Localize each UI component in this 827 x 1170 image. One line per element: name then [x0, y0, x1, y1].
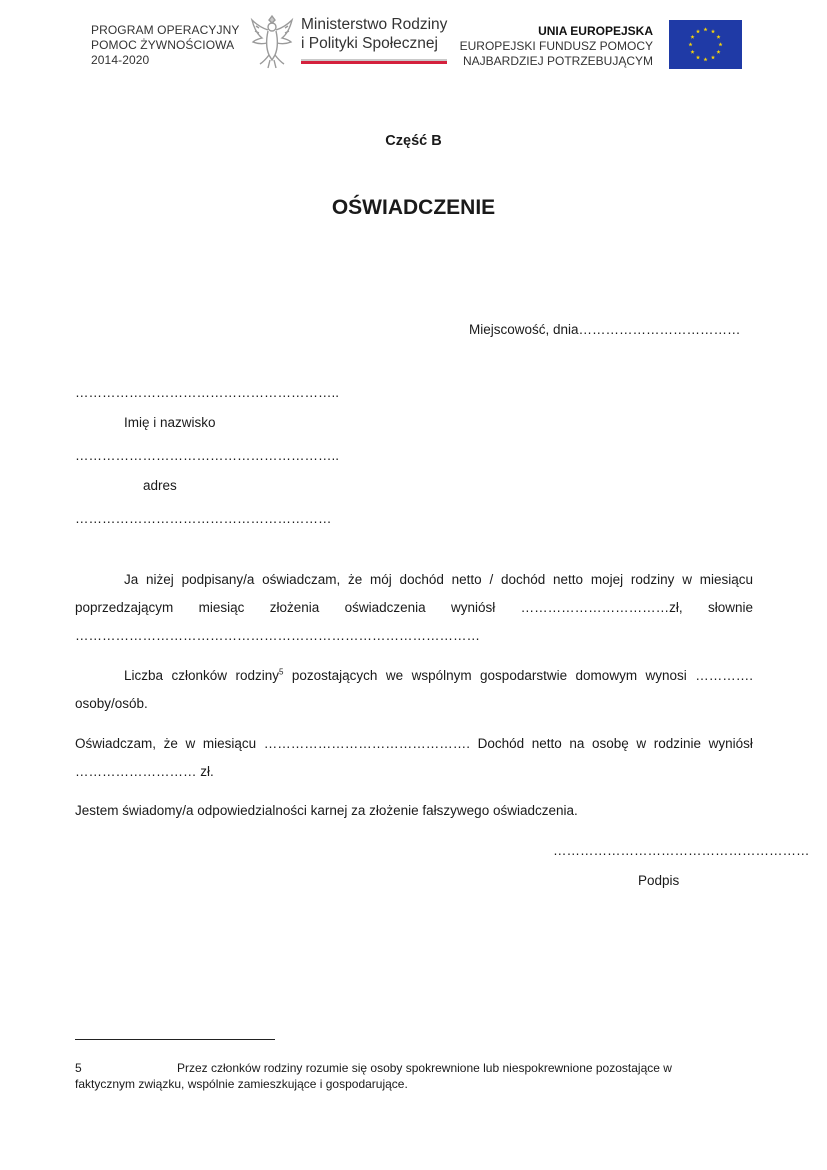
ministry-line-1: Ministerstwo Rodziny [301, 16, 448, 33]
part-label: Część B [385, 133, 442, 149]
signature-label: Podpis [638, 873, 680, 888]
per-person-word: że w miesiącu ………………………………………. Dochód [163, 736, 525, 751]
name-label: Imię i nazwisko [124, 415, 216, 430]
document-title: OŚWIADCZENIE [331, 196, 496, 219]
income-word: poprzedzającym [75, 600, 174, 615]
per-person-income-line-2: ……………………… zł. [75, 764, 214, 779]
footnote-ref: 5 [278, 667, 284, 677]
household-members-line-2: osoby/osób. [75, 696, 148, 711]
household-text-after: pozostających we wspólnym gospodarstwie domowym wynosi …………. [291, 668, 753, 683]
income-word: złożenia [269, 600, 320, 615]
footnote-separator [75, 1039, 275, 1040]
place-date-field: Miejscowość, dnia……………………………… [469, 322, 741, 337]
name-dots: ………………………………………………….. [75, 385, 340, 400]
eu-line-2: EUROPEJSKI FUNDUSZ POMOCY [459, 39, 653, 53]
household-members-line-1 [124, 668, 753, 683]
income-word: słownie [707, 600, 753, 615]
per-person-word: na [569, 736, 585, 751]
program-line-2: POMOC ŻYWNOŚCIOWA [91, 38, 235, 52]
program-line-1: PROGRAM OPERACYJNY [91, 23, 240, 37]
footnote-line-2: faktycznym związku, wspólnie zamieszkujące i gospodarujące. [75, 1077, 408, 1091]
ministry-line-2: i Polityki Społecznej [301, 35, 438, 52]
household-text-before: Liczba członków rodziny [124, 668, 279, 683]
eu-line-3: NAJBARDZIEJ POTRZEBUJĄCYM [462, 54, 653, 68]
per-person-word: netto [531, 736, 562, 751]
per-person-word: Oświadczam, [75, 736, 157, 751]
criminal-liability-statement: Jestem świadomy/a odpowiedzialności karnej za złożenie fałszywego oświadczenia. [75, 803, 578, 818]
income-word: miesiąc [198, 600, 245, 615]
per-person-word: wyniósł [708, 736, 753, 751]
per-person-word: osobę [592, 736, 629, 751]
income-in-words-field: ……………………………………………………………………………… [75, 628, 480, 643]
income-word: wyniósł [451, 600, 496, 615]
address-dots-2: ………………………………………………… [75, 511, 332, 526]
income-statement-line-1: Ja niżej podpisany/a oświadczam, że mój dochód netto / dochód netto mojej rodziny w miesiącu [124, 572, 753, 587]
address-dots: ………………………………………………….. [75, 448, 340, 463]
eu-line-1: UNIA EUROPEJSKA [538, 24, 653, 38]
signature-dots: ………………………………………………… [553, 843, 810, 858]
polish-eagle-emblem-icon [248, 12, 296, 70]
income-word: oświadczenia [344, 600, 426, 615]
program-line-3: 2014-2020 [91, 53, 150, 67]
eu-flag-icon [669, 20, 742, 69]
footnote-number: 5 [75, 1061, 82, 1075]
per-person-word: w rodzinie [636, 736, 702, 751]
footnote-line-1: Przez członków rodziny rozumie się osoby spokrewnione lub niespokrewnione pozostające w [177, 1061, 672, 1075]
per-person-income-line-1 [75, 736, 753, 751]
address-label: adres [143, 478, 177, 493]
income-amount-field: ……………………………zł, [520, 600, 683, 615]
ministry-flag-bar [301, 59, 447, 64]
income-statement-line-2 [75, 600, 753, 615]
